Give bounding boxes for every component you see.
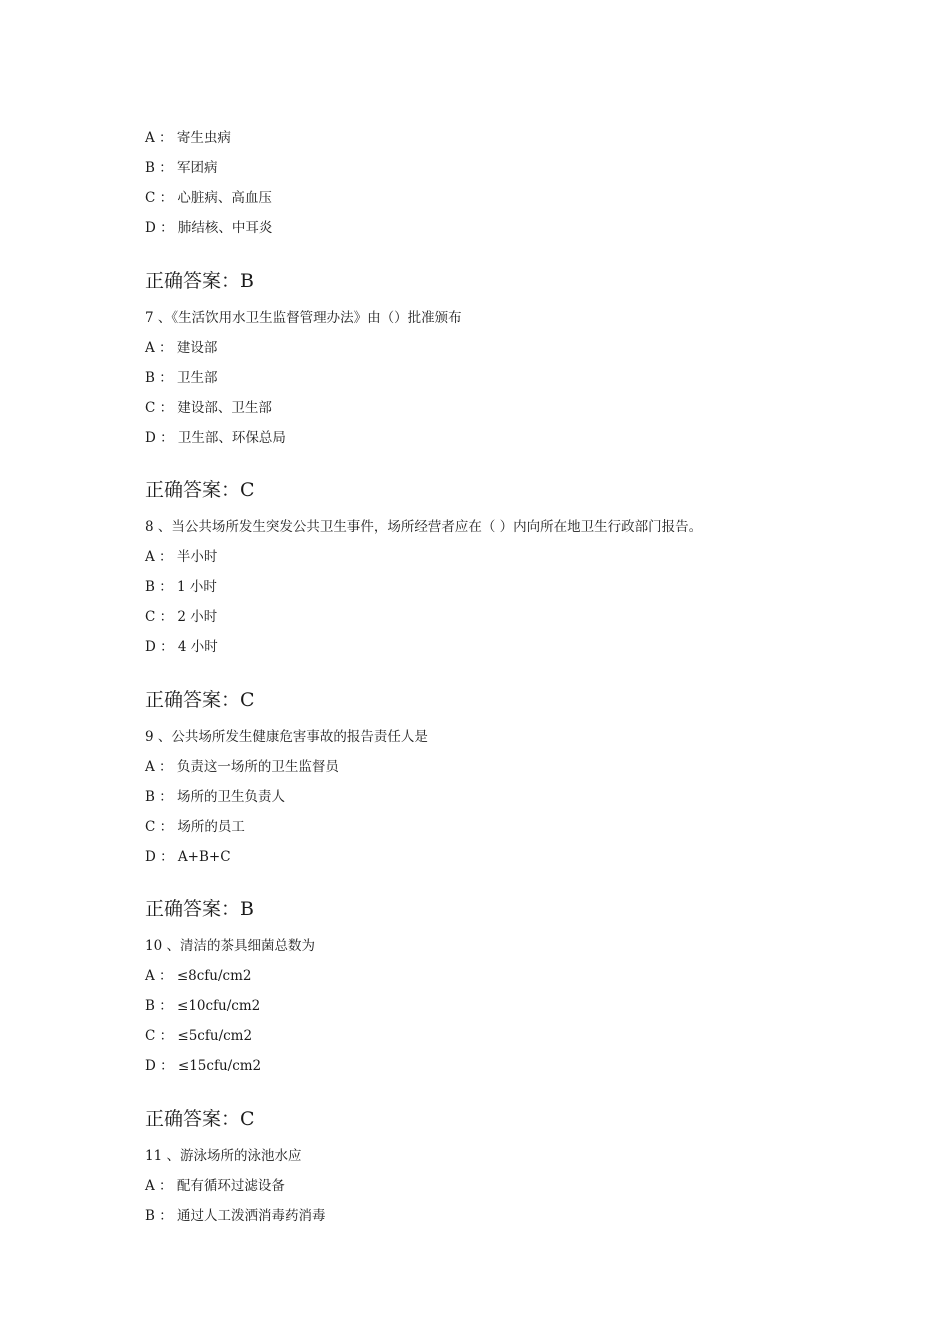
option-line: B ： ≤10cfu/cm2 [145,998,261,1014]
option-line: D ： 肺结核、中耳炎 [145,220,273,236]
option-line: B ： 通过人工泼洒消毒药消毒 [145,1208,326,1224]
option-line: A ： 配有循环过滤设备 [145,1178,285,1194]
question-line: 9 、公共场所发生健康危害事故的报告责任人是 [145,729,428,745]
option-line: B ： 1 小时 [145,579,217,595]
answer-line: 正确答案：C [145,1108,255,1130]
option-line: D ： A+B+C [145,849,231,865]
answer-line: 正确答案：B [145,270,254,292]
option-line: A ： 负责这一场所的卫生监督员 [145,759,339,775]
option-line: C ： ≤5cfu/cm2 [145,1028,253,1044]
option-line: C ： 心脏病、高血压 [145,190,272,206]
option-line: A ： 建设部 [145,340,218,356]
option-line: C ： 建设部、卫生部 [145,400,272,416]
option-line: B ： 场所的卫生负责人 [145,789,286,805]
answer-line: 正确答案：B [145,898,254,920]
question-line: 8 、当公共场所发生突发公共卫生事件，场所经营者应在（ ）内向所在地卫生行政部门报告。 [145,519,703,535]
option-line: C ： 2 小时 [145,609,218,625]
question-line: 10 、清洁的茶具细菌总数为 [145,938,315,954]
option-line: B ： 卫生部 [145,370,218,386]
answer-line: 正确答案：C [145,689,255,711]
option-line: A ： 寄生虫病 [145,130,231,146]
option-line: A ： ≤8cfu/cm2 [145,968,252,984]
option-line: A ： 半小时 [145,549,218,565]
option-line: C ： 场所的员工 [145,819,245,835]
option-line: B ： 军团病 [145,160,218,176]
option-line: D ： 4 小时 [145,639,218,655]
question-line: 11 、游泳场所的泳池水应 [145,1148,302,1164]
answer-line: 正确答案：C [145,479,255,501]
question-line: 7 、《生活饮用水卫生监督管理办法》由（）批准颁布 [145,310,462,326]
option-line: D ： ≤15cfu/cm2 [145,1058,262,1074]
option-line: D ： 卫生部、环保总局 [145,430,286,446]
